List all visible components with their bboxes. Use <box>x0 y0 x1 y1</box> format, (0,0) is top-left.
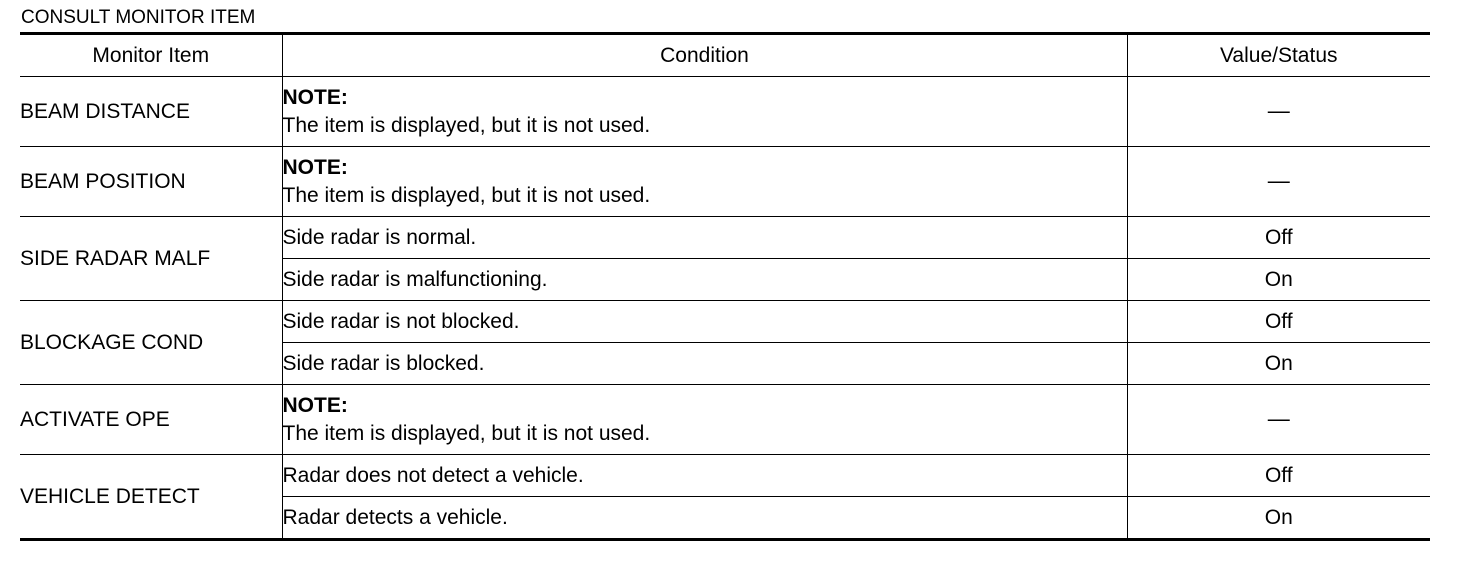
consult-monitor-table <box>20 32 1430 541</box>
value-status-cell <box>1127 385 1430 455</box>
value-status-cell <box>1127 147 1430 217</box>
value-dash: — <box>1267 168 1290 193</box>
condition-cell: Side radar is normal. <box>282 217 1127 259</box>
value-dash: — <box>1267 406 1290 431</box>
monitor-item-cell: BLOCKAGE COND <box>20 301 282 385</box>
monitor-item-cell: SIDE RADAR MALF <box>20 217 282 301</box>
monitor-item-cell: ACTIVATE OPE <box>20 385 282 455</box>
condition-cell <box>282 77 1127 147</box>
monitor-item-cell: BEAM DISTANCE <box>20 77 282 147</box>
value-status-cell: On <box>1127 343 1430 385</box>
note-text: The item is displayed, but it is not used. <box>282 113 651 137</box>
condition-cell: Radar does not detect a vehicle. <box>282 455 1127 497</box>
value-status-cell: Off <box>1127 301 1430 343</box>
value-status-cell <box>1127 77 1430 147</box>
header-value-status: Value/Status <box>1127 34 1430 77</box>
value-status-cell: On <box>1127 497 1430 540</box>
condition-cell <box>282 147 1127 217</box>
condition-cell <box>282 385 1127 455</box>
condition-cell: Side radar is malfunctioning. <box>282 259 1127 301</box>
header-condition: Condition <box>282 34 1127 77</box>
monitor-item-cell: VEHICLE DETECT <box>20 455 282 540</box>
condition-cell: Radar detects a vehicle. <box>282 497 1127 540</box>
condition-cell: Side radar is blocked. <box>282 343 1127 385</box>
table-row <box>20 147 1430 217</box>
table-row <box>20 217 1430 259</box>
header-monitor-item: Monitor Item <box>20 34 282 77</box>
table-row <box>20 301 1430 343</box>
value-status-cell: On <box>1127 259 1430 301</box>
value-status-cell: Off <box>1127 455 1430 497</box>
table-row <box>20 385 1430 455</box>
note-text: The item is displayed, but it is not used. <box>282 183 651 207</box>
value-dash: — <box>1267 98 1290 123</box>
note-label: NOTE: <box>282 393 348 417</box>
document-title: CONSULT MONITOR ITEM <box>21 7 256 28</box>
note-text: The item is displayed, but it is not used. <box>282 421 651 445</box>
condition-cell: Side radar is not blocked. <box>282 301 1127 343</box>
table-row <box>20 77 1430 147</box>
note-label: NOTE: <box>282 85 348 109</box>
note-label: NOTE: <box>282 155 348 179</box>
monitor-item-cell: BEAM POSITION <box>20 147 282 217</box>
value-status-cell: Off <box>1127 217 1430 259</box>
table-header-row <box>20 34 1430 77</box>
table-row <box>20 455 1430 497</box>
